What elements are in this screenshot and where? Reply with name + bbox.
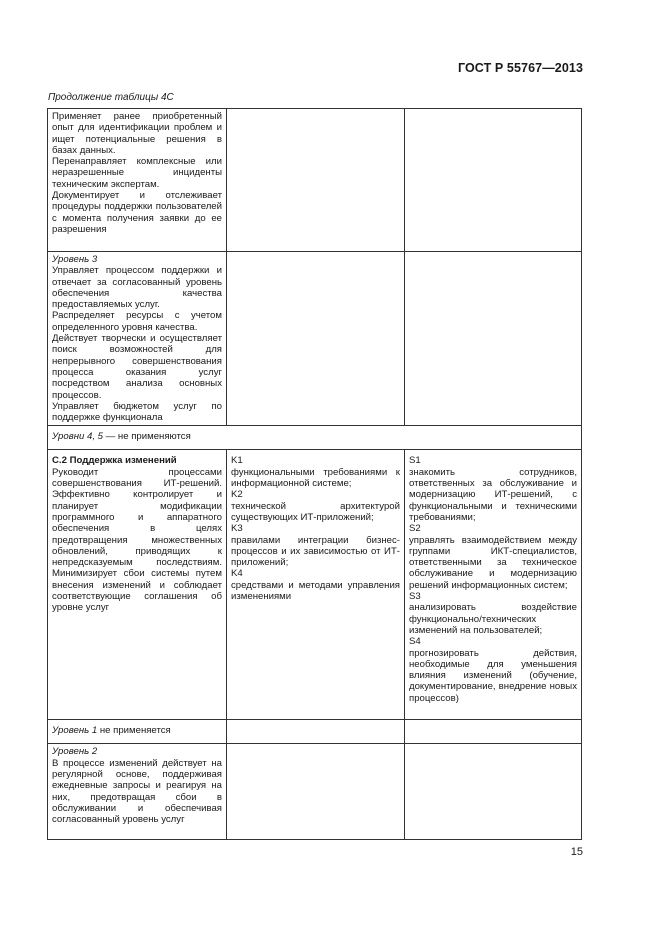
levels-note: — не применяются	[103, 431, 191, 443]
section-title: С.2 Поддержка изменений	[52, 455, 177, 467]
cell-knowledge	[227, 109, 405, 252]
skill-text: управлять взаимодействием между группами ИКТ-специалистов, ответственными за техническое обслуживание и модернизацию решений информационных систем;	[409, 534, 577, 591]
table-continuation-caption: Продолжение таблицы 4С	[48, 92, 174, 103]
paragraph: Управляет процессом поддержки и отвечает за согласованный уровень обеспечения качества предоставляемых услуг.	[52, 265, 222, 311]
skill-code: S4	[409, 636, 421, 648]
level-label: Уровень 1	[52, 725, 98, 737]
cell-skills	[405, 252, 582, 426]
knowledge-text: технической архитектурой существующих ИТ-приложений;	[231, 500, 400, 523]
cell-skills	[405, 744, 582, 840]
paragraph: Документирует и отслеживает процедуры поддержки пользователей с момента получения заявки до ее разрешения	[52, 190, 222, 235]
cell-knowledge	[227, 744, 405, 840]
table-row	[48, 109, 582, 252]
skill-code: S3	[409, 591, 421, 603]
cell-description	[48, 252, 227, 426]
cell-description	[48, 450, 227, 720]
skill-code: S1	[409, 455, 421, 467]
level-note: не применяется	[97, 725, 171, 737]
cell-description	[48, 744, 227, 840]
knowledge-text: правилами интеграции бизнес-процессов и их зависимостью от ИТ-приложений;	[231, 534, 400, 569]
knowledge-text: средствами и методами управления изменениями	[231, 579, 400, 603]
paragraph: Перенаправляет комплексные или неразрешенные инциденты техническим экспертам.	[52, 156, 222, 190]
competence-table	[47, 108, 582, 840]
knowledge-code: K1	[231, 455, 243, 467]
skill-text: знакомить сотрудников, ответственных за обслуживание и модернизацию ИТ-решений, с функциональными и техническими требованиями;	[409, 466, 577, 523]
skill-text: прогнозировать действия, необходимые для уменьшения влияния изменений (обучение, документирование, внедрение новых процессов)	[409, 647, 577, 704]
skill-code: S2	[409, 523, 421, 535]
paragraph: Распределяет ресурсы с учетом определенного уровня качества.	[52, 310, 222, 333]
document-id: ГОСТ Р 55767—2013	[457, 61, 583, 75]
cell-skills	[405, 450, 582, 720]
cell-skills	[405, 109, 582, 252]
knowledge-code: K2	[231, 489, 243, 501]
paragraph: Действует творчески и осуществляет поиск возможностей для непрерывного совершенствования процесса оказания услуг посредством анализа основных процессов.	[52, 333, 222, 401]
cell-skills	[405, 720, 582, 744]
paragraph: Управляет бюджетом услуг по поддержке функционала	[52, 400, 222, 424]
cell-levels-na	[48, 426, 582, 450]
levels-label: Уровни 4, 5	[52, 431, 103, 443]
cell-knowledge	[227, 450, 405, 720]
table-row	[48, 720, 582, 744]
cell-level-na	[48, 720, 227, 744]
table-row	[48, 252, 582, 426]
page-number: 15	[570, 846, 583, 858]
paragraph: В процессе изменений действует на регулярной основе, поддерживая ежедневные запросы и реагируя на них, предотвращая сбои в обслуживании и обеспечивая согласованный уровень услуг	[52, 757, 222, 826]
level-heading: Уровень 3	[52, 254, 98, 265]
table-row	[48, 426, 582, 450]
level-heading: Уровень 2	[52, 746, 98, 758]
paragraph: Руководит процессами совершенствования ИТ-решений. Эффективно контролирует и планирует модификации программного и аппаратного обеспечения в целях предотвращения множественных обновлений, приводящих к непредсказуемым последствиям. Минимизирует сбои системы путем внесения изменений и соблюдает соответствующие соглашения об уровне услуг	[52, 466, 222, 614]
cell-description	[48, 109, 227, 252]
table-row	[48, 450, 582, 720]
paragraph: Применяет ранее приобретенный опыт для идентификации проблем и ищет потенциальные решения в базах данных.	[52, 111, 222, 156]
skill-text: анализировать воздействие функционально/технических изменений на пользователей;	[409, 602, 577, 636]
cell-knowledge	[227, 720, 405, 744]
knowledge-code: K4	[231, 568, 243, 580]
knowledge-text: функциональными требованиями к информационной системе;	[231, 466, 400, 490]
table-row	[48, 744, 582, 840]
knowledge-code: K3	[231, 523, 243, 535]
cell-knowledge	[227, 252, 405, 426]
